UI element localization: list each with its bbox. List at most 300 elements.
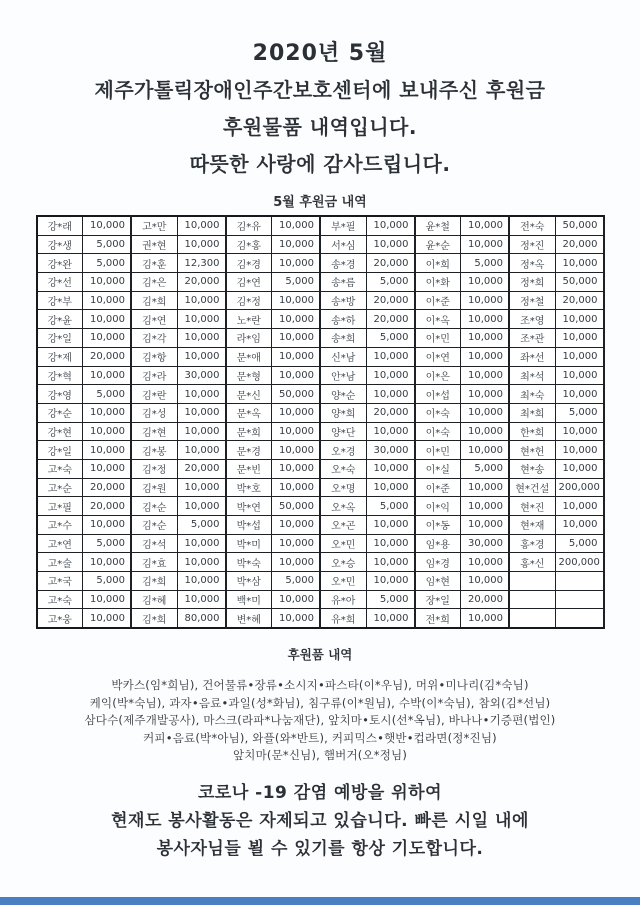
document-header xyxy=(0,0,640,177)
donation-amount-cell: 10,000 xyxy=(555,347,604,366)
donation-table-caption: 5월 후원금 내역 xyxy=(273,195,367,210)
donor-name-cell: 강*혁 xyxy=(37,366,83,385)
table-row xyxy=(37,366,604,385)
donation-amount-cell: 20,000 xyxy=(83,347,132,366)
donation-amount-cell: 10,000 xyxy=(272,347,321,366)
donation-amount-cell: 10,000 xyxy=(461,478,510,497)
donor-name-cell: 강*영 xyxy=(37,385,83,404)
goods-line: 삼다수(제주개발공사), 마스크(라파*나눔재단), 앞치마•토시(선*옥님), 바나나•기증편(법인) xyxy=(84,713,556,728)
donation-amount-cell: 5,000 xyxy=(366,497,415,516)
table-row xyxy=(37,254,604,273)
donor-name-cell: 홍*신 xyxy=(509,553,555,572)
donation-amount-cell: 10,000 xyxy=(461,441,510,460)
donor-name-cell: 김*희 xyxy=(131,572,177,591)
donor-name-cell: 강*선 xyxy=(37,273,83,292)
table-row xyxy=(37,590,604,609)
donor-name-cell: 임*현 xyxy=(415,572,461,591)
donation-amount-cell: 10,000 xyxy=(272,310,321,329)
table-row xyxy=(37,216,604,235)
donation-amount-cell: 5,000 xyxy=(272,572,321,591)
donor-name-cell: 문*빈 xyxy=(226,459,272,478)
donor-name-cell: 현*헌 xyxy=(509,441,555,460)
donor-name-cell: 전*희 xyxy=(415,609,461,628)
donation-amount-cell: 10,000 xyxy=(366,347,415,366)
donation-amount-cell: 10,000 xyxy=(272,216,321,235)
donation-amount-cell: 10,000 xyxy=(366,572,415,591)
donation-amount-cell: 5,000 xyxy=(366,590,415,609)
donation-amount-cell: 10,000 xyxy=(366,235,415,254)
donor-name-cell: 이*민 xyxy=(415,329,461,348)
donor-name-cell: 고*순 xyxy=(37,478,83,497)
donor-name-cell: 고*필 xyxy=(37,497,83,516)
donation-amount-cell: 10,000 xyxy=(272,609,321,628)
donor-name-cell: 안*남 xyxy=(320,366,366,385)
footer-line: 봉사자님들 뵐 수 있기를 항상 기도합니다. xyxy=(156,838,484,859)
donation-amount-cell: 10,000 xyxy=(555,441,604,460)
donor-name-cell: 김*란 xyxy=(131,385,177,404)
donor-name-cell: 김*희 xyxy=(131,609,177,628)
donor-name-cell: 강*생 xyxy=(37,235,83,254)
donation-amount-cell: 10,000 xyxy=(272,478,321,497)
donor-name-cell: 김*라 xyxy=(131,366,177,385)
donation-amount-cell: 10,000 xyxy=(461,497,510,516)
donor-name-cell: 권*현 xyxy=(131,235,177,254)
donation-amount-cell: 10,000 xyxy=(83,310,132,329)
donation-amount-cell xyxy=(555,590,604,609)
donor-name-cell: 김*항 xyxy=(131,347,177,366)
donor-name-cell: 이*희 xyxy=(415,254,461,273)
donor-name-cell: 전*숙 xyxy=(509,216,555,235)
donation-amount-cell: 50,000 xyxy=(555,216,604,235)
donation-amount-cell: 10,000 xyxy=(177,329,226,348)
donation-amount-cell: 10,000 xyxy=(272,590,321,609)
donation-amount-cell: 10,000 xyxy=(272,553,321,572)
donation-amount-cell: 20,000 xyxy=(366,310,415,329)
goods-section xyxy=(0,645,640,765)
donation-amount-cell: 20,000 xyxy=(366,403,415,422)
donation-amount-cell: 10,000 xyxy=(177,441,226,460)
donor-name-cell: 이*숙 xyxy=(415,422,461,441)
footer-line: 현재도 봉사활동은 자제되고 있습니다. 빠른 시일 내에 xyxy=(111,810,529,831)
donation-amount-cell: 80,000 xyxy=(177,609,226,628)
donor-name-cell: 고*숙 xyxy=(37,459,83,478)
donation-amount-cell xyxy=(555,572,604,591)
donation-amount-cell: 10,000 xyxy=(461,609,510,628)
donor-name-cell: 김*원 xyxy=(131,478,177,497)
donation-amount-cell: 30,000 xyxy=(177,366,226,385)
donation-amount-cell: 10,000 xyxy=(272,459,321,478)
donor-name-cell: 정*철 xyxy=(509,291,555,310)
donor-name-cell: 윤*철 xyxy=(415,216,461,235)
donor-name-cell: 김*정 xyxy=(226,291,272,310)
donor-name-cell: 박*섭 xyxy=(226,516,272,535)
donor-name-cell: 이*숙 xyxy=(415,403,461,422)
donation-amount-cell: 200,000 xyxy=(555,553,604,572)
donation-amount-cell: 10,000 xyxy=(177,478,226,497)
donation-amount-cell: 5,000 xyxy=(177,516,226,535)
donation-amount-cell: 5,000 xyxy=(272,273,321,292)
donor-name-cell xyxy=(509,590,555,609)
donor-name-cell: 유*희 xyxy=(320,609,366,628)
donor-name-cell: 이*익 xyxy=(415,497,461,516)
table-row xyxy=(37,516,604,535)
donor-name-cell: 박*삼 xyxy=(226,572,272,591)
donor-name-cell: 문*형 xyxy=(226,366,272,385)
donation-amount-cell: 10,000 xyxy=(177,310,226,329)
donation-amount-cell: 10,000 xyxy=(272,403,321,422)
donation-amount-cell: 10,000 xyxy=(177,534,226,553)
goods-line: 박카스(임*희님), 건어물류•장류•소시지•파스타(이*우님), 머위•미나리(김*숙님) xyxy=(111,678,529,693)
donor-name-cell: 김*현 xyxy=(131,422,177,441)
goods-line: 커피•음료(박*아님), 와플(와*반트), 커피믹스•햇반•컵라면(정*진님) xyxy=(143,730,497,745)
donor-name-cell: 문*옥 xyxy=(226,403,272,422)
title-line-description: 후원물품 내역입니다. xyxy=(223,115,417,139)
donation-amount-cell: 5,000 xyxy=(83,254,132,273)
donor-name-cell: 오*승 xyxy=(320,553,366,572)
donation-amount-cell: 10,000 xyxy=(272,422,321,441)
donation-amount-cell: 50,000 xyxy=(555,273,604,292)
donation-amount-cell: 5,000 xyxy=(83,572,132,591)
donation-amount-cell: 10,000 xyxy=(177,235,226,254)
donor-name-cell: 강*순 xyxy=(37,403,83,422)
donor-name-cell: 고*만 xyxy=(131,216,177,235)
donation-amount-cell: 10,000 xyxy=(366,609,415,628)
title-line-organization: 제주가톨릭장애인주간보호센터에 보내주신 후원금 xyxy=(94,78,546,102)
donation-amount-cell: 10,000 xyxy=(83,459,132,478)
donor-name-cell: 김*경 xyxy=(226,254,272,273)
donor-name-cell: 백*미 xyxy=(226,590,272,609)
donation-amount-cell: 10,000 xyxy=(272,366,321,385)
donation-amount-cell: 20,000 xyxy=(366,291,415,310)
donor-name-cell: 고*숙 xyxy=(37,590,83,609)
donor-name-cell: 현*재 xyxy=(509,516,555,535)
donation-amount-cell: 10,000 xyxy=(83,590,132,609)
donation-amount-cell: 12,300 xyxy=(177,254,226,273)
goods-section-title: 후원품 내역 xyxy=(287,647,353,663)
donation-amount-cell: 5,000 xyxy=(366,273,415,292)
donation-amount-cell: 20,000 xyxy=(83,497,132,516)
table-row xyxy=(37,553,604,572)
donation-amount-cell: 10,000 xyxy=(366,534,415,553)
donation-amount-cell: 10,000 xyxy=(83,273,132,292)
donation-amount-cell: 10,000 xyxy=(461,310,510,329)
donor-name-cell: 김*홍 xyxy=(226,235,272,254)
donor-name-cell: 좌*선 xyxy=(509,347,555,366)
donation-amount-cell: 10,000 xyxy=(555,385,604,404)
donor-name-cell: 강*완 xyxy=(37,254,83,273)
donor-name-cell: 오*옥 xyxy=(320,497,366,516)
donation-amount-cell: 5,000 xyxy=(461,254,510,273)
donation-amount-cell: 10,000 xyxy=(83,609,132,628)
donor-name-cell: 신*남 xyxy=(320,347,366,366)
footer-message xyxy=(0,779,640,863)
donor-name-cell: 김*희 xyxy=(131,291,177,310)
bottom-accent-bar xyxy=(0,897,640,905)
donor-name-cell: 윤*순 xyxy=(415,235,461,254)
donor-name-cell: 이*준 xyxy=(415,478,461,497)
donation-amount-cell: 10,000 xyxy=(83,366,132,385)
donor-name-cell xyxy=(509,609,555,628)
donation-amount-cell: 10,000 xyxy=(83,441,132,460)
donation-amount-cell: 30,000 xyxy=(461,534,510,553)
donor-name-cell: 송*하 xyxy=(320,310,366,329)
donor-name-cell: 김*혜 xyxy=(131,590,177,609)
donation-amount-cell: 10,000 xyxy=(555,497,604,516)
donor-name-cell: 김*은 xyxy=(131,273,177,292)
table-row xyxy=(37,347,604,366)
table-row xyxy=(37,441,604,460)
donation-amount-cell: 50,000 xyxy=(272,385,321,404)
title-line-thanks: 따뜻한 사랑에 감사드립니다. xyxy=(189,152,451,176)
table-row xyxy=(37,422,604,441)
donor-name-cell: 고*연 xyxy=(37,534,83,553)
donor-name-cell: 양*순 xyxy=(320,385,366,404)
donation-amount-cell: 10,000 xyxy=(555,459,604,478)
donation-amount-cell: 20,000 xyxy=(461,590,510,609)
donation-amount-cell xyxy=(555,609,604,628)
donor-name-cell: 홍*경 xyxy=(509,534,555,553)
donor-name-cell: 이*민 xyxy=(415,441,461,460)
donation-amount-cell: 5,000 xyxy=(555,534,604,553)
donor-name-cell: 김*효 xyxy=(131,553,177,572)
donation-amount-cell: 5,000 xyxy=(461,459,510,478)
donor-name-cell: 박*미 xyxy=(226,534,272,553)
table-row xyxy=(37,609,604,628)
donation-amount-cell: 5,000 xyxy=(555,403,604,422)
donor-name-cell: 부*필 xyxy=(320,216,366,235)
donation-amount-cell: 10,000 xyxy=(461,235,510,254)
donation-amount-cell: 10,000 xyxy=(272,329,321,348)
donor-name-cell: 김*성 xyxy=(131,403,177,422)
donation-amount-cell: 10,000 xyxy=(461,291,510,310)
donor-name-cell: 조*영 xyxy=(509,310,555,329)
donor-name-cell: 오*민 xyxy=(320,572,366,591)
donation-amount-cell: 10,000 xyxy=(83,403,132,422)
donor-name-cell: 김*봉 xyxy=(131,441,177,460)
donor-name-cell: 고*수 xyxy=(37,516,83,535)
donation-amount-cell: 5,000 xyxy=(366,329,415,348)
donation-amount-cell: 10,000 xyxy=(461,385,510,404)
donation-amount-cell: 10,000 xyxy=(461,329,510,348)
donation-amount-cell: 10,000 xyxy=(83,291,132,310)
donor-name-cell: 강*부 xyxy=(37,291,83,310)
donor-name-cell: 김*순 xyxy=(131,497,177,516)
donor-name-cell: 송*희 xyxy=(320,329,366,348)
donation-amount-cell: 10,000 xyxy=(83,516,132,535)
donor-name-cell: 고*술 xyxy=(37,553,83,572)
table-row xyxy=(37,273,604,292)
donor-name-cell: 최*석 xyxy=(509,366,555,385)
donation-amount-cell: 30,000 xyxy=(366,441,415,460)
title-month: 2020년 5월 xyxy=(252,41,388,66)
donor-name-cell: 강*래 xyxy=(37,216,83,235)
donation-amount-cell: 20,000 xyxy=(366,254,415,273)
donor-name-cell: 정*옥 xyxy=(509,254,555,273)
donation-amount-cell: 10,000 xyxy=(177,385,226,404)
donation-amount-cell: 10,000 xyxy=(177,216,226,235)
donor-name-cell: 현*진 xyxy=(509,497,555,516)
donation-amount-cell: 10,000 xyxy=(461,403,510,422)
donor-name-cell: 문*신 xyxy=(226,385,272,404)
donation-amount-cell: 10,000 xyxy=(366,422,415,441)
donation-amount-cell: 10,000 xyxy=(272,235,321,254)
table-row xyxy=(37,497,604,516)
donor-name-cell: 오*명 xyxy=(320,478,366,497)
donation-amount-cell: 5,000 xyxy=(83,235,132,254)
donor-name-cell: 라*임 xyxy=(226,329,272,348)
donor-name-cell: 강*윤 xyxy=(37,310,83,329)
donor-name-cell: 이*화 xyxy=(415,273,461,292)
donor-name-cell: 이*연 xyxy=(415,347,461,366)
donor-name-cell: 이*실 xyxy=(415,459,461,478)
donor-name-cell: 박*숙 xyxy=(226,553,272,572)
donation-amount-cell: 10,000 xyxy=(272,441,321,460)
donation-amount-cell: 10,000 xyxy=(177,572,226,591)
footer-line: 코로나 -19 감염 예방을 위하여 xyxy=(197,782,443,803)
donation-amount-cell: 10,000 xyxy=(461,422,510,441)
donation-amount-cell: 5,000 xyxy=(83,385,132,404)
donation-table xyxy=(36,215,605,629)
donation-amount-cell: 10,000 xyxy=(461,273,510,292)
donation-amount-cell: 10,000 xyxy=(272,254,321,273)
donation-amount-cell: 10,000 xyxy=(461,366,510,385)
table-row xyxy=(37,534,604,553)
donation-amount-cell: 10,000 xyxy=(177,403,226,422)
donor-name-cell: 김*순 xyxy=(131,516,177,535)
goods-line: 앞치마(문*신님), 햄버거(오*정님) xyxy=(232,748,408,763)
table-row xyxy=(37,329,604,348)
donor-name-cell: 유*아 xyxy=(320,590,366,609)
donation-amount-cell: 10,000 xyxy=(461,347,510,366)
donor-name-cell: 강*현 xyxy=(37,422,83,441)
table-row xyxy=(37,291,604,310)
donation-amount-cell: 10,000 xyxy=(366,459,415,478)
donation-amount-cell: 10,000 xyxy=(177,291,226,310)
donor-name-cell: 이*동 xyxy=(415,516,461,535)
donor-name-cell: 김*석 xyxy=(131,534,177,553)
donation-amount-cell: 20,000 xyxy=(177,273,226,292)
table-row xyxy=(37,235,604,254)
donor-name-cell: 문*경 xyxy=(226,441,272,460)
donation-amount-cell: 10,000 xyxy=(461,553,510,572)
donor-name-cell: 양*희 xyxy=(320,403,366,422)
donor-name-cell: 현*건설 xyxy=(509,478,555,497)
donation-amount-cell: 10,000 xyxy=(461,572,510,591)
donor-name-cell: 양*단 xyxy=(320,422,366,441)
donation-amount-cell: 10,000 xyxy=(366,385,415,404)
donor-name-cell: 강*일 xyxy=(37,329,83,348)
donation-amount-cell: 10,000 xyxy=(83,216,132,235)
donation-amount-cell: 10,000 xyxy=(461,216,510,235)
donation-amount-cell: 10,000 xyxy=(177,347,226,366)
donation-amount-cell: 10,000 xyxy=(366,216,415,235)
donation-amount-cell: 10,000 xyxy=(177,497,226,516)
donor-name-cell: 송*방 xyxy=(320,291,366,310)
donor-name-cell: 김*연 xyxy=(131,310,177,329)
donation-amount-cell: 10,000 xyxy=(461,516,510,535)
donation-amount-cell: 10,000 xyxy=(83,553,132,572)
donation-amount-cell: 10,000 xyxy=(555,254,604,273)
donation-amount-cell: 20,000 xyxy=(555,235,604,254)
donor-name-cell: 이*은 xyxy=(415,366,461,385)
donor-name-cell: 송*름 xyxy=(320,273,366,292)
donation-amount-cell: 20,000 xyxy=(555,291,604,310)
table-row xyxy=(37,478,604,497)
donation-amount-cell: 10,000 xyxy=(83,329,132,348)
table-row xyxy=(37,459,604,478)
donor-name-cell: 오*경 xyxy=(320,441,366,460)
donor-name-cell: 한*희 xyxy=(509,422,555,441)
donor-name-cell: 정*희 xyxy=(509,273,555,292)
donor-name-cell: 노*란 xyxy=(226,310,272,329)
donation-amount-cell: 10,000 xyxy=(555,516,604,535)
donation-amount-cell: 10,000 xyxy=(366,366,415,385)
donor-name-cell: 박*연 xyxy=(226,497,272,516)
donor-name-cell: 조*관 xyxy=(509,329,555,348)
donation-amount-cell: 10,000 xyxy=(272,534,321,553)
donation-amount-cell: 10,000 xyxy=(177,553,226,572)
goods-line: 케익(박*숙님), 과자•음료•과일(성*화님), 침구류(이*원님), 수박(이*숙님), 참외(김*선님) xyxy=(89,695,551,710)
donation-amount-cell: 10,000 xyxy=(366,553,415,572)
donation-amount-cell: 50,000 xyxy=(272,497,321,516)
donation-amount-cell: 10,000 xyxy=(555,366,604,385)
donor-name-cell: 정*진 xyxy=(509,235,555,254)
donation-amount-cell: 10,000 xyxy=(366,516,415,535)
donation-amount-cell: 10,000 xyxy=(177,422,226,441)
donor-name-cell: 임*경 xyxy=(415,553,461,572)
donation-amount-cell: 10,000 xyxy=(272,516,321,535)
donor-name-cell: 송*경 xyxy=(320,254,366,273)
donor-name-cell: 변*혜 xyxy=(226,609,272,628)
donor-name-cell: 이*옥 xyxy=(415,310,461,329)
donor-name-cell: 최*희 xyxy=(509,403,555,422)
donor-name-cell: 오*곤 xyxy=(320,516,366,535)
donor-name-cell: 박*호 xyxy=(226,478,272,497)
donor-name-cell: 문*희 xyxy=(226,422,272,441)
donor-name-cell: 문*애 xyxy=(226,347,272,366)
donor-name-cell: 오*숙 xyxy=(320,459,366,478)
donation-amount-cell: 10,000 xyxy=(83,422,132,441)
donation-amount-cell: 10,000 xyxy=(366,478,415,497)
table-row xyxy=(37,310,604,329)
donation-amount-cell: 20,000 xyxy=(83,478,132,497)
donation-amount-cell: 10,000 xyxy=(555,310,604,329)
table-row xyxy=(37,385,604,404)
donation-amount-cell: 10,000 xyxy=(272,291,321,310)
donor-name-cell: 현*송 xyxy=(509,459,555,478)
donor-name-cell: 서*심 xyxy=(320,235,366,254)
donor-name-cell: 강*일 xyxy=(37,441,83,460)
donation-amount-cell: 5,000 xyxy=(83,534,132,553)
donor-name-cell xyxy=(509,572,555,591)
table-row xyxy=(37,572,604,591)
donor-name-cell: 김*유 xyxy=(226,216,272,235)
donor-name-cell: 장*일 xyxy=(415,590,461,609)
donor-name-cell: 김*각 xyxy=(131,329,177,348)
donor-name-cell: 오*민 xyxy=(320,534,366,553)
donor-name-cell: 김*정 xyxy=(131,459,177,478)
table-row xyxy=(37,403,604,422)
donation-amount-cell: 200,000 xyxy=(555,478,604,497)
donor-name-cell: 고*웅 xyxy=(37,609,83,628)
donor-name-cell: 이*준 xyxy=(415,291,461,310)
donor-name-cell: 강*제 xyxy=(37,347,83,366)
donation-table-body xyxy=(37,216,604,628)
donor-name-cell: 이*섭 xyxy=(415,385,461,404)
donor-name-cell: 김*훈 xyxy=(131,254,177,273)
donor-name-cell: 임*용 xyxy=(415,534,461,553)
donor-name-cell: 김*연 xyxy=(226,273,272,292)
